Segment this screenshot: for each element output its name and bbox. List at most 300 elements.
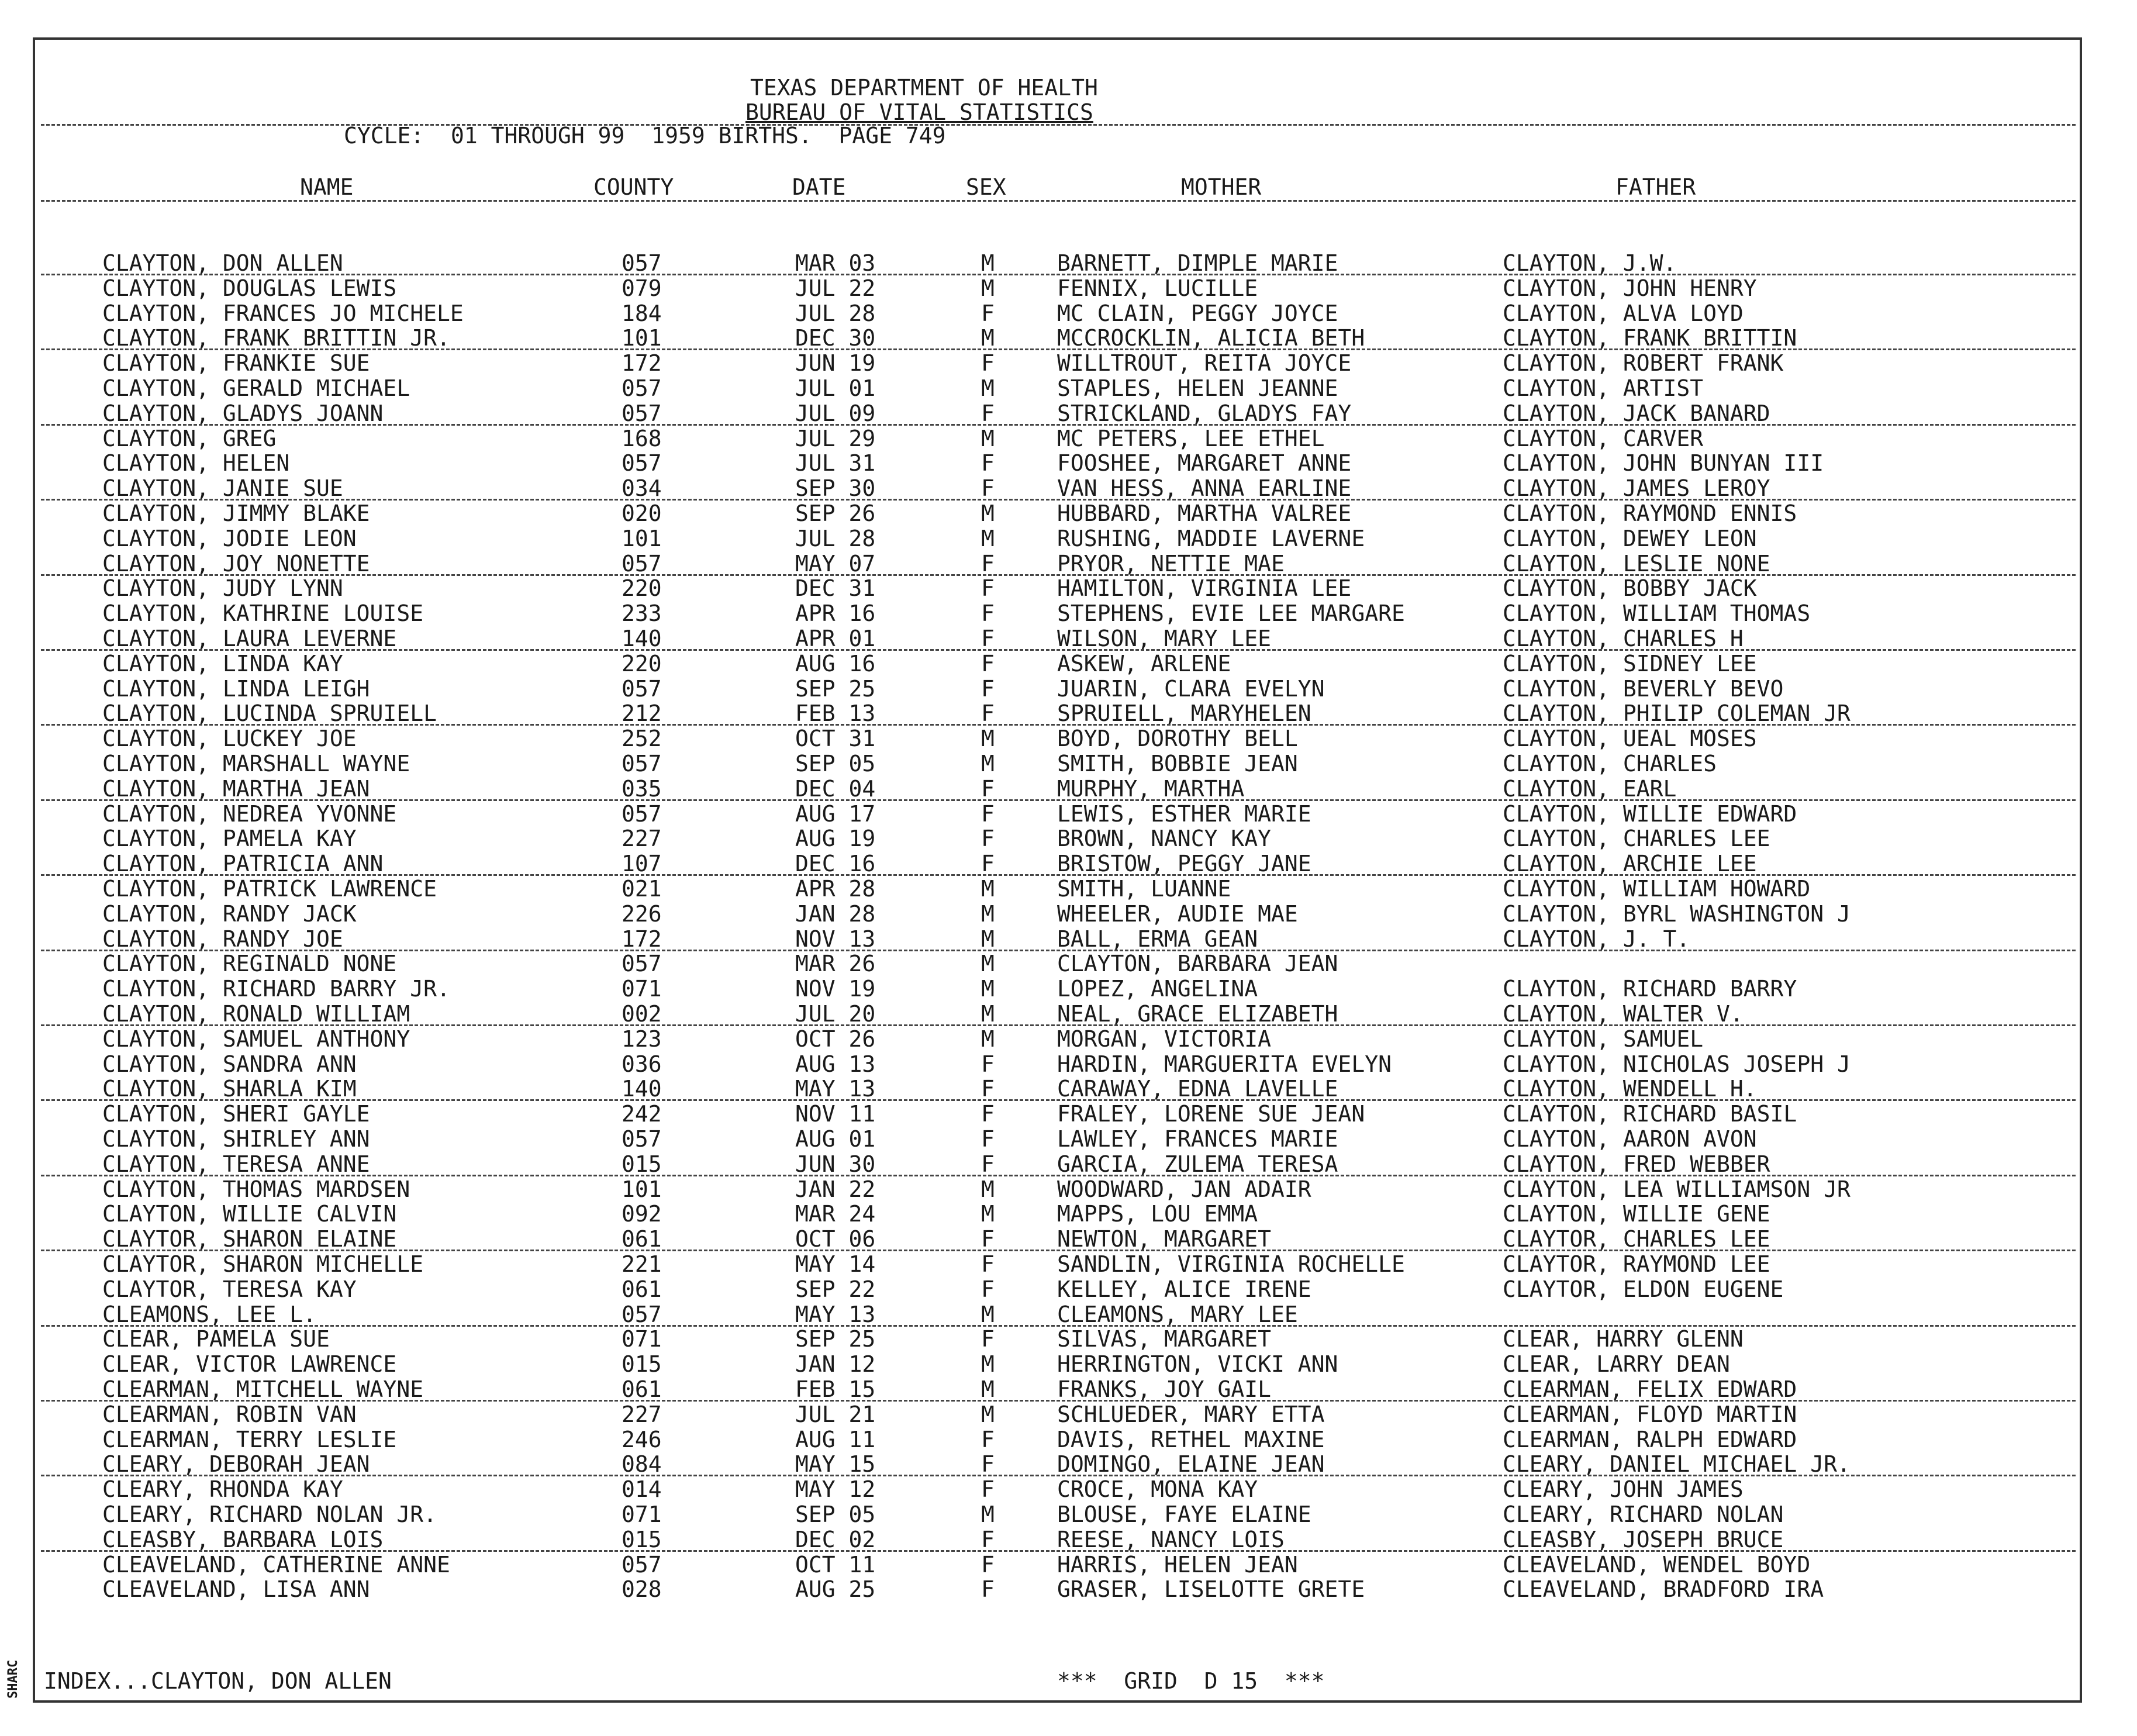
cell-county: 061 (622, 1276, 662, 1302)
cell-mother: CLAYTON, BARBARA JEAN (1057, 951, 1338, 977)
cell-county: 057 (622, 951, 662, 977)
table-row (0, 1202, 2137, 1227)
cell-mother: SMITH, BOBBIE JEAN (1057, 751, 1298, 776)
cell-county: 084 (622, 1451, 662, 1478)
table-row (0, 477, 2137, 501)
cell-county: 246 (622, 1426, 662, 1452)
table-row (0, 1403, 2137, 1427)
cell-mother: SMITH, LUANNE (1057, 876, 1231, 902)
cell-date: AUG 17 (795, 800, 876, 827)
cell-name: CLEARMAN, ROBIN VAN (102, 1401, 357, 1427)
cell-county: 057 (622, 751, 662, 776)
cell-county: 057 (622, 1301, 662, 1327)
cell-mother: MORGAN, VICTORIA (1057, 1026, 1272, 1052)
cell-county: 057 (622, 400, 662, 426)
cell-sex: F (981, 450, 995, 477)
cell-father: CLAYTON, UEAL MOSES (1503, 726, 1757, 752)
cell-date: DEC 31 (795, 575, 876, 602)
cell-date: AUG 13 (795, 1051, 876, 1077)
column-header-sex: SEX (966, 174, 1006, 200)
cell-date: JUL 28 (795, 525, 876, 551)
cell-name: CLEARMAN, MITCHELL WAYNE (102, 1376, 424, 1402)
cell-sex: M (981, 375, 995, 401)
column-header-date: DATE (792, 174, 846, 200)
cell-county: 140 (622, 626, 662, 651)
cell-father: CLAYTON, BYRL WASHINGTON J (1503, 900, 1851, 927)
cell-name: CLAYTON, FRANK BRITTIN JR. (102, 325, 450, 351)
cell-father: CLEARY, DANIEL MICHAEL JR. (1503, 1451, 1851, 1478)
cell-date: OCT 11 (795, 1551, 876, 1578)
cell-name: CLAYTOR, SHARON ELAINE (102, 1226, 397, 1252)
cell-county: 061 (622, 1376, 662, 1402)
cell-name: CLAYTON, RANDY JACK (102, 900, 357, 927)
cell-name: CLEAR, VICTOR LAWRENCE (102, 1351, 397, 1378)
table-row (0, 1503, 2137, 1527)
cell-father: CLAYTON, WILLIAM THOMAS (1503, 600, 1811, 627)
cell-mother: KELLEY, ALICE IRENE (1057, 1276, 1311, 1302)
cell-sex: M (981, 1351, 995, 1378)
cell-date: JUL 29 (795, 425, 876, 451)
cell-county: 057 (622, 1126, 662, 1152)
cell-mother: WILLTROUT, REITA JOYCE (1057, 350, 1352, 377)
table-row (0, 902, 2137, 927)
table-row (0, 1303, 2137, 1327)
cell-mother: JUARIN, CLARA EVELYN (1057, 675, 1325, 702)
cell-date: SEP 22 (795, 1276, 876, 1302)
cell-date: APR 01 (795, 626, 876, 651)
cell-sex: M (981, 1301, 995, 1327)
table-row (0, 1528, 2137, 1552)
cell-father: CLAYTON, J. T. (1503, 926, 1690, 952)
cell-father: CLAYTOR, RAYMOND LEE (1503, 1251, 1770, 1277)
header-bureau: BUREAU OF VITAL STATISTICS (745, 99, 1093, 125)
cell-sex: F (981, 775, 995, 802)
cell-date: SEP 05 (795, 1502, 876, 1527)
cell-county: 172 (622, 350, 662, 377)
cell-mother: BALL, ERMA GEAN (1057, 926, 1258, 952)
cell-father: CLAYTON, CHARLES H (1503, 626, 1744, 651)
table-row (0, 677, 2137, 702)
cell-date: SEP 25 (795, 675, 876, 702)
cell-name: CLAYTON, GREG (102, 425, 277, 451)
table-row (0, 1378, 2137, 1402)
cell-county: 107 (622, 851, 662, 877)
table-row (0, 451, 2137, 476)
cell-mother: BROWN, NANCY KAY (1057, 826, 1272, 852)
cell-mother: REESE, NANCY LOIS (1057, 1526, 1285, 1552)
cell-father: CLAYTON, CHARLES (1503, 751, 1717, 776)
cell-father: CLAYTON, FRED WEBBER (1503, 1151, 1770, 1177)
cell-sex: F (981, 1326, 995, 1352)
table-row (0, 727, 2137, 751)
cell-county: 227 (622, 1401, 662, 1427)
cell-date: JUL 09 (795, 400, 876, 426)
cell-mother: VAN HESS, ANNA EARLINE (1057, 475, 1352, 502)
cell-mother: FRANKS, JOY GAIL (1057, 1376, 1272, 1402)
cell-mother: BRISTOW, PEGGY JANE (1057, 851, 1311, 877)
cell-date: MAY 13 (795, 1301, 876, 1327)
cell-sex: M (981, 1201, 995, 1227)
cell-date: MAR 03 (795, 250, 876, 276)
cell-date: MAY 12 (795, 1476, 876, 1503)
cell-county: 061 (622, 1226, 662, 1252)
cell-name: CLAYTON, JOY NONETTE (102, 550, 370, 577)
table-row (0, 1152, 2137, 1177)
cell-date: APR 16 (795, 600, 876, 627)
cell-sex: F (981, 400, 995, 426)
cell-mother: GARCIA, ZULEMA TERESA (1057, 1151, 1338, 1177)
cell-name: CLAYTON, SHARLA KIM (102, 1076, 357, 1102)
cell-sex: M (981, 1026, 995, 1052)
cell-mother: WILSON, MARY LEE (1057, 626, 1272, 651)
cell-mother: WOODWARD, JAN ADAIR (1057, 1176, 1311, 1202)
cell-name: CLAYTON, SHIRLEY ANN (102, 1126, 370, 1152)
cell-name: CLEAVELAND, CATHERINE ANNE (102, 1551, 450, 1578)
cell-sex: F (981, 700, 995, 727)
table-row (0, 577, 2137, 601)
cell-county: 252 (622, 726, 662, 752)
cell-sex: F (981, 1076, 995, 1102)
cell-mother: STRICKLAND, GLADYS FAY (1057, 400, 1352, 426)
cell-name: CLAYTON, DOUGLAS LEWIS (102, 275, 397, 301)
cell-name: CLAYTON, PATRICIA ANN (102, 851, 384, 877)
cell-name: CLAYTON, JIMMY BLAKE (102, 501, 370, 526)
cell-sex: F (981, 600, 995, 627)
table-row (0, 852, 2137, 876)
cell-county: 221 (622, 1251, 662, 1277)
cell-father: CLAYTOR, CHARLES LEE (1503, 1226, 1770, 1252)
cell-mother: CARAWAY, EDNA LAVELLE (1057, 1076, 1338, 1102)
cell-date: SEP 30 (795, 475, 876, 502)
cell-name: CLEASBY, BARBARA LOIS (102, 1526, 384, 1552)
cell-name: CLAYTON, SANDRA ANN (102, 1051, 357, 1077)
cell-county: 226 (622, 900, 662, 927)
table-row (0, 1327, 2137, 1352)
cell-sex: F (981, 1101, 995, 1127)
cell-mother: LEWIS, ESTHER MARIE (1057, 800, 1311, 827)
cell-father: CLAYTON, WENDELL H. (1503, 1076, 1757, 1102)
cell-mother: STEPHENS, EVIE LEE MARGARE (1057, 600, 1405, 627)
cell-sex: M (981, 1401, 995, 1427)
cell-name: CLEAMONS, LEE L. (102, 1301, 317, 1327)
cell-name: CLEAR, PAMELA SUE (102, 1326, 330, 1352)
cell-date: JUL 01 (795, 375, 876, 401)
cell-father: CLAYTON, ARTIST (1503, 375, 1704, 401)
cell-county: 220 (622, 575, 662, 602)
cell-mother: MC CLAIN, PEGGY JOYCE (1057, 300, 1338, 326)
column-header-rule (41, 200, 2076, 202)
cell-name: CLAYTON, PAMELA KAY (102, 826, 357, 852)
cell-date: JUL 22 (795, 275, 876, 301)
cell-father: CLAYTON, CARVER (1503, 425, 1704, 451)
table-row (0, 1478, 2137, 1502)
cell-mother: FOOSHEE, MARGARET ANNE (1057, 450, 1352, 477)
cell-sex: F (981, 1126, 995, 1152)
table-row (0, 827, 2137, 851)
cell-father: CLAYTON, WILLIAM HOWARD (1503, 876, 1811, 902)
cell-sex: F (981, 675, 995, 702)
cell-mother: CROCE, MONA KAY (1057, 1476, 1258, 1503)
cell-county: 184 (622, 300, 662, 326)
cell-name: CLAYTON, MARTHA JEAN (102, 775, 370, 802)
cell-name: CLAYTON, HELEN (102, 450, 290, 477)
cell-father: CLAYTON, CHARLES LEE (1503, 826, 1770, 852)
table-row (0, 602, 2137, 626)
cell-sex: F (981, 1526, 995, 1552)
cell-mother: SANDLIN, VIRGINIA ROCHELLE (1057, 1251, 1405, 1277)
table-row (0, 1252, 2137, 1277)
cell-name: CLAYTON, RONALD WILLIAM (102, 1001, 410, 1027)
cell-sex: M (981, 876, 995, 902)
cell-name: CLAYTON, SHERI GAYLE (102, 1101, 370, 1127)
cell-father: CLAYTON, WILLIE EDWARD (1503, 800, 1797, 827)
cell-sex: F (981, 575, 995, 602)
cell-sex: F (981, 1451, 995, 1478)
cell-county: 071 (622, 976, 662, 1002)
cell-date: JUL 31 (795, 450, 876, 477)
cell-sex: M (981, 751, 995, 776)
cell-date: FEB 13 (795, 700, 876, 727)
cell-county: 227 (622, 826, 662, 852)
table-row (0, 402, 2137, 426)
cell-sex: M (981, 425, 995, 451)
cell-date: MAR 24 (795, 1201, 876, 1227)
cell-date: DEC 30 (795, 325, 876, 351)
cell-county: 168 (622, 425, 662, 451)
side-label: SHARC (6, 1659, 20, 1699)
cell-mother: DAVIS, RETHEL MAXINE (1057, 1426, 1325, 1452)
cell-name: CLAYTON, LUCKEY JOE (102, 726, 357, 752)
cell-name: CLAYTON, RANDY JOE (102, 926, 343, 952)
cell-mother: NEWTON, MARGARET (1057, 1226, 1272, 1252)
cell-county: 220 (622, 650, 662, 677)
cell-father: CLAYTON, FRANK BRITTIN (1503, 325, 1797, 351)
cell-father: CLAYTON, BEVERLY BEVO (1503, 675, 1784, 702)
column-header-name: NAME (300, 174, 354, 200)
cell-mother: SCHLUEDER, MARY ETTA (1057, 1401, 1325, 1427)
cell-father: CLAYTON, ARCHIE LEE (1503, 851, 1757, 877)
cell-sex: M (981, 1502, 995, 1527)
table-row (0, 251, 2137, 276)
cell-mother: MC PETERS, LEE ETHEL (1057, 425, 1325, 451)
table-row (0, 927, 2137, 952)
cell-date: SEP 26 (795, 501, 876, 526)
cell-date: MAY 13 (795, 1076, 876, 1102)
cell-county: 020 (622, 501, 662, 526)
cell-mother: NEAL, GRACE ELIZABETH (1057, 1001, 1338, 1027)
cell-name: CLEARMAN, TERRY LESLIE (102, 1426, 397, 1452)
cell-date: AUG 19 (795, 826, 876, 852)
cell-county: 057 (622, 550, 662, 577)
cell-father: CLAYTON, EARL (1503, 775, 1677, 802)
cell-name: CLEARY, DEBORAH JEAN (102, 1451, 370, 1478)
cell-mother: SILVAS, MARGARET (1057, 1326, 1272, 1352)
cell-father: CLAYTOR, ELDON EUGENE (1503, 1276, 1784, 1302)
cell-name: CLAYTON, PATRICK LAWRENCE (102, 876, 437, 902)
cell-mother: SPRUIELL, MARYHELEN (1057, 700, 1311, 727)
cell-county: 101 (622, 525, 662, 551)
cell-name: CLAYTON, LINDA KAY (102, 650, 343, 677)
cell-sex: F (981, 626, 995, 651)
cell-date: AUG 25 (795, 1576, 876, 1603)
cell-mother: RUSHING, MADDIE LAVERNE (1057, 525, 1365, 551)
cell-mother: ASKEW, ARLENE (1057, 650, 1231, 677)
cell-sex: F (981, 851, 995, 877)
table-row (0, 277, 2137, 301)
table-row (0, 1227, 2137, 1252)
footer-grid: *** GRID D 15 *** (1057, 1668, 1325, 1694)
cell-sex: F (981, 1551, 995, 1578)
cell-father: CLAYTON, AARON AVON (1503, 1126, 1757, 1152)
cell-sex: M (981, 976, 995, 1002)
column-header-father: FATHER (1615, 174, 1696, 200)
cell-county: 028 (622, 1576, 662, 1603)
cell-sex: F (981, 550, 995, 577)
cell-sex: F (981, 800, 995, 827)
cell-sex: F (981, 1051, 995, 1077)
cell-county: 212 (622, 700, 662, 727)
cell-date: JAN 28 (795, 900, 876, 927)
table-row (0, 351, 2137, 376)
cell-date: JUL 20 (795, 1001, 876, 1027)
cell-father: CLAYTON, JOHN BUNYAN III (1503, 450, 1824, 477)
table-row (0, 1127, 2137, 1152)
cell-name: CLAYTON, GERALD MICHAEL (102, 375, 410, 401)
cell-date: AUG 01 (795, 1126, 876, 1152)
cell-sex: F (981, 300, 995, 326)
table-row (0, 1002, 2137, 1027)
cell-sex: F (981, 1426, 995, 1452)
table-row (0, 1352, 2137, 1377)
cell-name: CLAYTOR, TERESA KAY (102, 1276, 357, 1302)
cell-mother: WHEELER, AUDIE MAE (1057, 900, 1298, 927)
cell-date: JUN 19 (795, 350, 876, 377)
cell-sex: M (981, 900, 995, 927)
cell-father: CLAYTON, BOBBY JACK (1503, 575, 1757, 602)
table-row (0, 627, 2137, 651)
cell-county: 092 (622, 1201, 662, 1227)
cell-county: 233 (622, 600, 662, 627)
column-header-county: COUNTY (593, 174, 674, 200)
cell-county: 079 (622, 275, 662, 301)
cell-father: CLAYTON, NICHOLAS JOSEPH J (1503, 1051, 1851, 1077)
cell-name: CLAYTON, JODIE LEON (102, 525, 357, 551)
cell-father: CLAYTON, ALVA LOYD (1503, 300, 1744, 326)
cell-father: CLEARY, RICHARD NOLAN (1503, 1502, 1784, 1527)
table-row (0, 377, 2137, 401)
cell-name: CLAYTON, DON ALLEN (102, 250, 343, 276)
cell-father: CLAYTON, DEWEY LEON (1503, 525, 1757, 551)
cell-date: JUL 28 (795, 300, 876, 326)
cell-name: CLAYTON, FRANKIE SUE (102, 350, 370, 377)
cell-date: OCT 31 (795, 726, 876, 752)
cell-name: CLAYTON, LAURA LEVERNE (102, 626, 397, 651)
cell-father: CLEAR, LARRY DEAN (1503, 1351, 1730, 1378)
cell-sex: M (981, 325, 995, 351)
table-row (0, 1102, 2137, 1127)
cell-date: MAY 14 (795, 1251, 876, 1277)
cell-sex: F (981, 1151, 995, 1177)
cell-name: CLAYTON, LUCINDA SPRUIELL (102, 700, 437, 727)
table-row (0, 752, 2137, 776)
cell-sex: F (981, 350, 995, 377)
cell-father: CLAYTON, RICHARD BASIL (1503, 1101, 1797, 1127)
cell-mother: GRASER, LISELOTTE GRETE (1057, 1576, 1365, 1603)
table-row (0, 877, 2137, 902)
cell-name: CLAYTON, FRANCES JO MICHELE (102, 300, 464, 326)
cell-date: JUL 21 (795, 1401, 876, 1427)
cell-name: CLAYTON, WILLIE CALVIN (102, 1201, 397, 1227)
cell-sex: F (981, 650, 995, 677)
cell-date: JUN 30 (795, 1151, 876, 1177)
cell-county: 034 (622, 475, 662, 502)
cell-county: 015 (622, 1351, 662, 1378)
cell-county: 242 (622, 1101, 662, 1127)
cell-name: CLAYTON, RICHARD BARRY JR. (102, 976, 450, 1002)
cell-sex: M (981, 1176, 995, 1202)
cell-date: NOV 13 (795, 926, 876, 952)
cell-father: CLAYTON, J.W. (1503, 250, 1677, 276)
table-row (0, 977, 2137, 1002)
cell-father: CLAYTON, JOHN HENRY (1503, 275, 1757, 301)
cell-father: CLEAVELAND, BRADFORD IRA (1503, 1576, 1824, 1603)
cell-name: CLEAVELAND, LISA ANN (102, 1576, 370, 1603)
cell-name: CLAYTON, JANIE SUE (102, 475, 343, 502)
cell-date: SEP 05 (795, 751, 876, 776)
cell-name: CLAYTON, JUDY LYNN (102, 575, 343, 602)
cell-date: FEB 15 (795, 1376, 876, 1402)
cell-father: CLAYTON, PHILIP COLEMAN JR (1503, 700, 1851, 727)
cell-mother: DOMINGO, ELAINE JEAN (1057, 1451, 1325, 1478)
cell-sex: F (981, 1251, 995, 1277)
cell-father: CLAYTON, LEA WILLIAMSON JR (1503, 1176, 1851, 1202)
cell-sex: M (981, 926, 995, 952)
cell-mother: BLOUSE, FAYE ELAINE (1057, 1502, 1311, 1527)
cell-county: 057 (622, 450, 662, 477)
table-row (0, 1027, 2137, 1052)
cell-date: DEC 04 (795, 775, 876, 802)
table-row (0, 1077, 2137, 1102)
cell-father: CLEARMAN, FLOYD MARTIN (1503, 1401, 1797, 1427)
cell-date: MAY 15 (795, 1451, 876, 1478)
cell-sex: M (981, 1001, 995, 1027)
cell-county: 015 (622, 1526, 662, 1552)
cell-mother: LOPEZ, ANGELINA (1057, 976, 1258, 1002)
cell-date: JAN 12 (795, 1351, 876, 1378)
cell-father: CLAYTON, WILLIE GENE (1503, 1201, 1770, 1227)
cell-mother: HARDIN, MARGUERITA EVELYN (1057, 1051, 1392, 1077)
cell-date: MAR 26 (795, 951, 876, 977)
cell-date: DEC 02 (795, 1526, 876, 1552)
cell-sex: F (981, 826, 995, 852)
cell-county: 123 (622, 1026, 662, 1052)
table-row (0, 552, 2137, 577)
cell-mother: FRALEY, LORENE SUE JEAN (1057, 1101, 1365, 1127)
cell-mother: FENNIX, LUCILLE (1057, 275, 1258, 301)
table-row (0, 527, 2137, 551)
cell-county: 035 (622, 775, 662, 802)
cell-name: CLAYTON, THOMAS MARDSEN (102, 1176, 410, 1202)
cell-date: DEC 16 (795, 851, 876, 877)
table-row (0, 302, 2137, 326)
cell-mother: HAMILTON, VIRGINIA LEE (1057, 575, 1352, 602)
table-row (0, 652, 2137, 677)
cell-county: 002 (622, 1001, 662, 1027)
cell-mother: LAWLEY, FRANCES MARIE (1057, 1126, 1338, 1152)
table-row (0, 1428, 2137, 1452)
cell-father: CLAYTON, RAYMOND ENNIS (1503, 501, 1797, 526)
cell-county: 101 (622, 1176, 662, 1202)
